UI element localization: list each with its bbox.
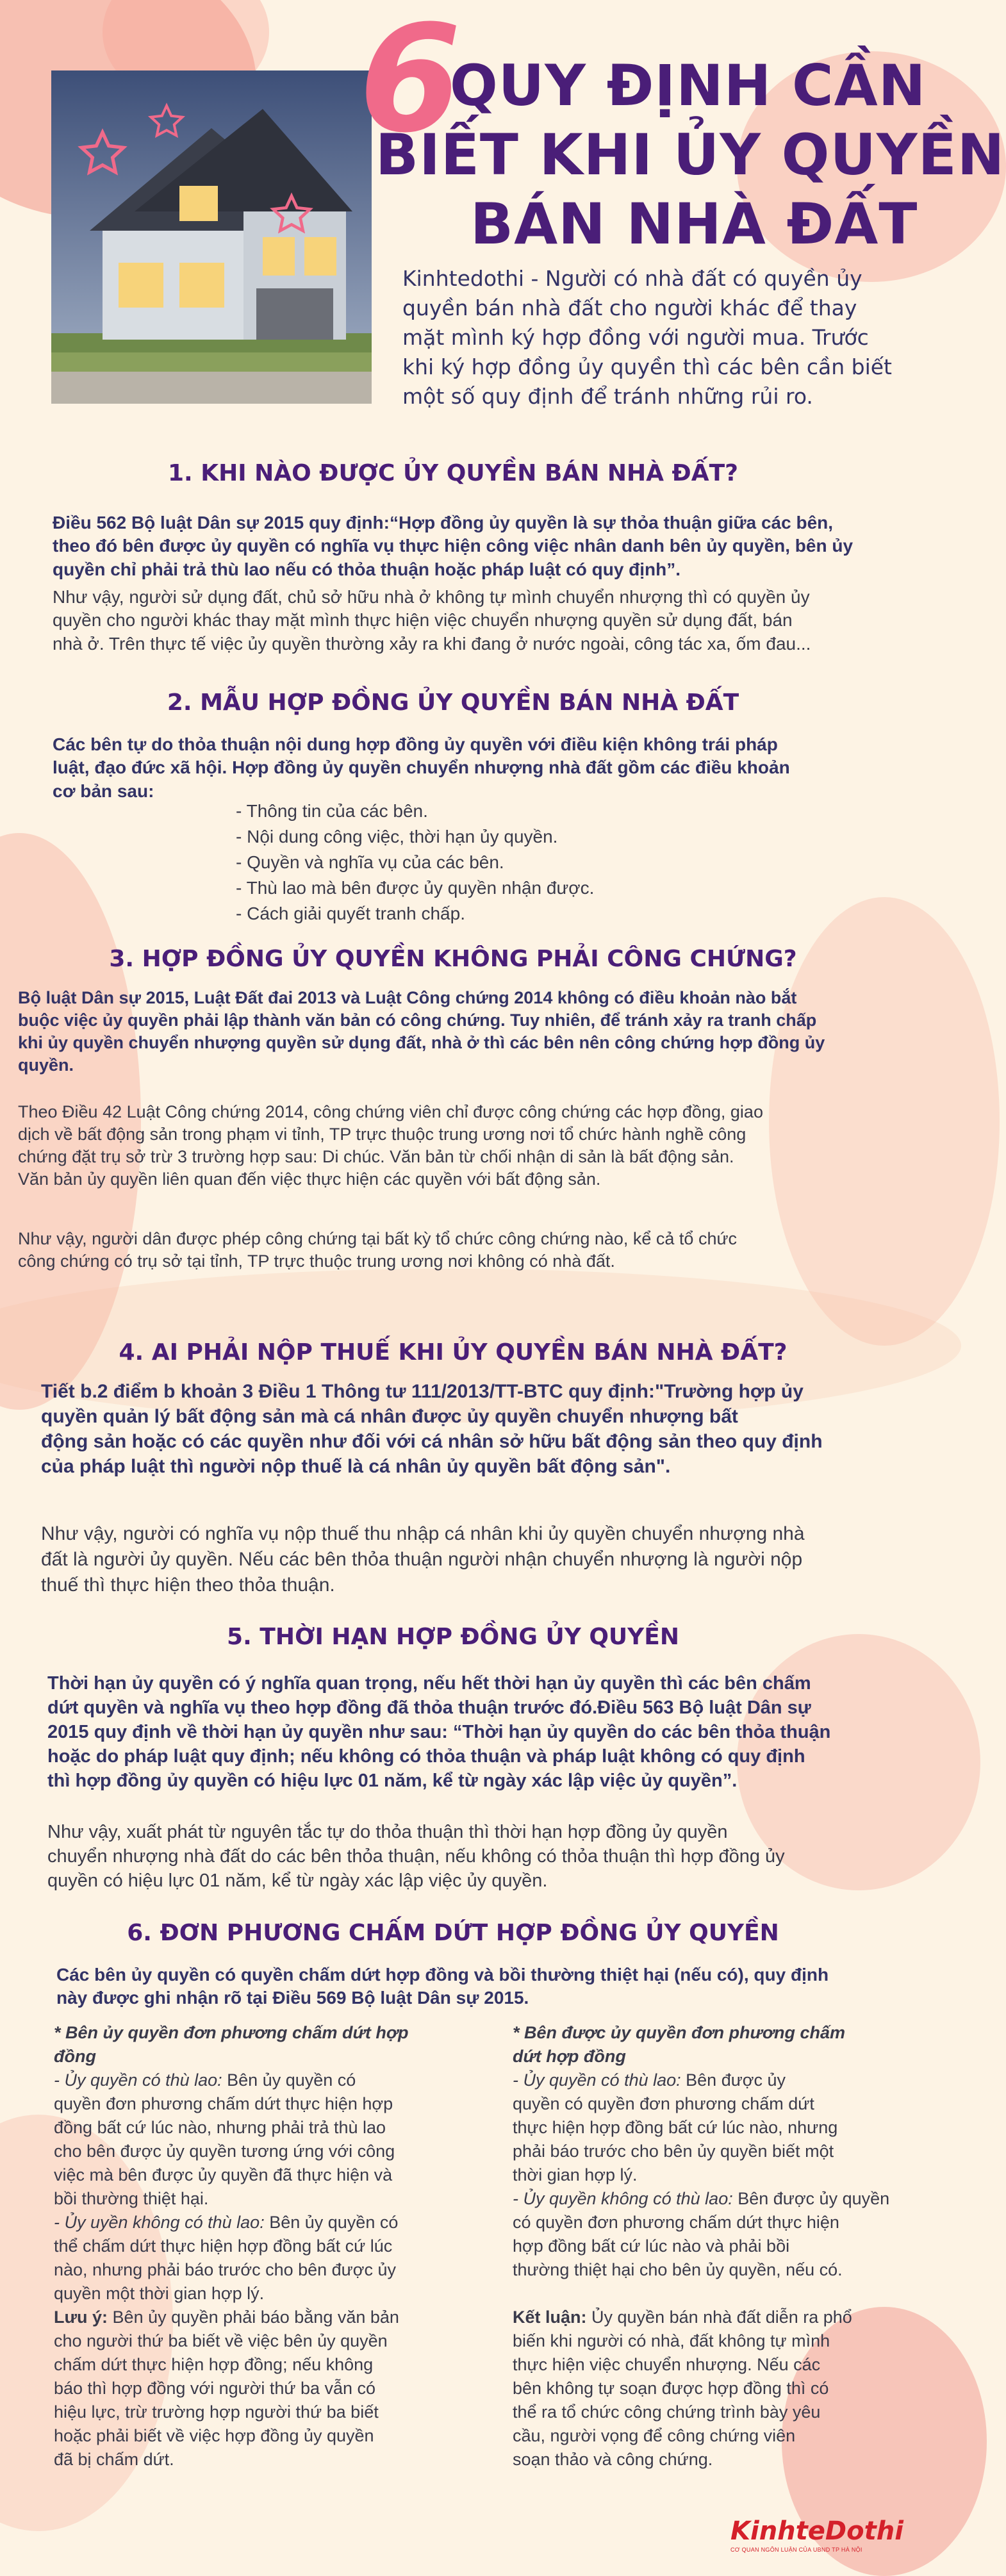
section-4-body-text: Như vậy, người có nghĩa vụ nộp thuế thu nhập cá nhân khi ủy quyền chuyển nhượng nhà đất là người ủy quyền. Nếu các bên thỏa thuận người nhận chuyển nhượng là người nộp thuế thì thực hiện theo thỏa thuận.: [41, 1523, 805, 1596]
lede-paragraph: Kinhtedothi - Người có nhà đất có quyền ủy quyền bán nhà đất cho người khác để thay mặt mình ký hợp đồng với người mua. Trước khi ký hợp đồng ủy quyền thì các bên cần biết một số quy định để tránh những rủi ro.: [402, 266, 892, 409]
right-column-conclusion-text: Kết luận: Ủy quyền bán nhà đất diễn ra phổ biến khi người có nhà, đất không tự mình thực hiện việc chuyển nhượng. Nếu các bên không tự soạn được hợp đồng thì có thể ra tổ chức công chứng trình bày yêu cầu, người vọng để công chứng viên soạn thảo và công chứng.: [513, 2308, 852, 2469]
section-6-title: 6. ĐƠN PHƯƠNG CHẤM DỨT HỢP ĐỒNG ỦY QUYỀN: [127, 1920, 779, 1946]
house-illustration: [51, 70, 372, 404]
left-column-unpaid-text: - Ủy uyền không có thù lao: Bên ủy quyền có thể chấm dứt thực hiện hợp đồng bất cứ lúc nào, nhưng phải báo trước cho bên được ủy quyền một thời gian hợp lý.: [54, 2213, 399, 2303]
section-3-body-text: Theo Điều 42 Luật Công chứng 2014, công chứng viên chỉ được công chứng các hợp đồng, giao dịch về bất động sản trong phạm vi tỉnh, TP trực thuộc trung ương nơi tổ chức hành nghề công chứng đặt trụ sở trừ 3 trường hợp sau: Di chúc. Văn bản từ chối nhận di sản là bất động sản. Văn bản ủy quyền liên quan đến việc thực hiện các quyền với bất động sản.: [18, 1102, 763, 1189]
section-5-title: 5. THỜI HẠN HỢP ĐỒNG ỦY QUYỀN: [227, 1624, 679, 1650]
list-item: - Quyền và nghĩa vụ của các bên.: [236, 852, 504, 872]
title-line-3: BÁN NHÀ ĐẤT: [470, 191, 918, 257]
section-3-title: 3. HỢP ĐỒNG ỦY QUYỀN KHÔNG PHẢI CÔNG CHỨNG?: [109, 946, 797, 972]
star-icon: [269, 192, 314, 237]
star-icon: [147, 103, 186, 141]
section-2-title: 2. MẪU HỢP ĐỒNG ỦY QUYỀN BÁN NHÀ ĐẤT: [167, 689, 739, 716]
left-column-heading: * Bên ủy quyền đơn phương chấm dứt hợp đồng: [54, 2023, 409, 2066]
list-item: - Thông tin của các bên.: [236, 801, 428, 821]
section-3-conclusion-text: Như vậy, người dân được phép công chứng tại bất kỳ tổ chức công chứng nào, kể cả tổ chức công chứng có trụ sở tại tỉnh, TP trực thuộc trung ương nơi không có nhà đất.: [18, 1229, 738, 1271]
star-icon: [77, 128, 128, 179]
title-line-2: BIẾT KHI ỦY QUYỀN: [375, 122, 1005, 188]
section-6-bold-text: Các bên ủy quyền có quyền chấm dứt hợp đồng và bồi thường thiệt hại (nếu có), quy định này được ghi nhận rõ tại Điều 569 Bộ luật Dân sự 2015.: [56, 1965, 829, 2008]
section-2-list: [236, 798, 594, 927]
section-1-body-text: Như vậy, người sử dụng đất, chủ sở hữu nhà ở không tự mình chuyển nhượng thì có quyền ủy quyền cho người khác thay mặt mình thực hiện việc chuyển nhượng quyền sử dụng đất, bán nhà ở. Trên thực tế việc ủy quyền thường xảy ra khi đang ở nước ngoài, công tác xa, ốm đau...: [53, 587, 811, 654]
section-3-bold-text: Bộ luật Dân sự 2015, Luật Đất đai 2013 và Luật Công chứng 2014 không có điều khoản nào bắt buộc việc ủy quyền phải lập thành văn bản có công chứng. Tuy nhiên, để tránh xảy ra tranh chấp khi ủy quyền chuyển nhượng quyền sử dụng đất, nhà ở thì các bên nên công chứng hợp đồng ủy quyền.: [18, 988, 825, 1075]
section-6-left-column: [54, 2021, 464, 2472]
right-column-unpaid-text: - Ủy quyền không có thù lao: Bên được ủy quyền có quyền đơn phương chấm dứt thực hiện hợp đồng bất cứ lúc nào và phải bồi thường thiệt hại cho bên ủy quyền, nếu có.: [513, 2189, 890, 2279]
right-column-heading: * Bên được ủy quyền đơn phương chấm dứt hợp đồng: [513, 2023, 845, 2066]
section-4-bold-text: Tiết b.2 điểm b khoản 3 Điều 1 Thông tư 111/2013/TT-BTC quy định:"Trường hợp ủy quyền quản lý bất động sản mà cá nhân được ủy quyền chuyển nhượng bất động sản hoặc có các quyền như đối với cá nhân sở hữu bất động sản theo quy định của pháp luật thì người nộp thuế là cá nhân ủy quyền bất động sản".: [41, 1381, 823, 1477]
list-item: - Cách giải quyết tranh chấp.: [236, 904, 465, 923]
list-item: - Thù lao mà bên được ủy quyền nhận được.: [236, 878, 595, 898]
title-number: 6: [359, 0, 462, 165]
section-1-title: 1. KHI NÀO ĐƯỢC ỦY QUYỀN BÁN NHÀ ĐẤT?: [167, 460, 739, 486]
logo-wordmark: KinhteDothi: [730, 2516, 903, 2546]
section-4-title: 4. AI PHẢI NỘP THUẾ KHI ỦY QUYỀN BÁN NHÀ ĐẤT?: [119, 1339, 787, 1366]
section-1-bold-text: Điều 562 Bộ luật Dân sự 2015 quy định:“Hợp đồng ủy quyền là sự thỏa thuận giữa các bên, theo đó bên được ủy quyền có nghĩa vụ thực hiện công việc nhân danh bên ủy quyền, bên ủy quyền chỉ phải trả thù lao nếu có thỏa thuận hoặc pháp luật có quy định”.: [53, 513, 853, 579]
section-6-right-column: [513, 2021, 897, 2472]
left-column-note-text: Lưu ý: Bên ủy quyền phải báo bằng văn bản cho người thứ ba biết về việc bên ủy quyền chấm dứt thực hiện hợp đồng; nếu không báo thì hợp đồng với người thứ ba vẫn có hiệu lực, trừ trường hợp người thứ ba biết hoặc phải biết về việc hợp đồng ủy quyền đã bị chấm dứt.: [54, 2308, 399, 2469]
logo-tagline: CƠ QUAN NGÔN LUẬN CỦA UBND TP HÀ NỘI: [730, 2547, 862, 2553]
left-column-paid-text: - Ủy quyền có thù lao: Bên ủy quyền có quyền đơn phương chấm dứt thực hiện hợp đồng bất cứ lúc nào, nhưng phải trả thù lao cho bên được ủy quyền tương ứng với công việc mà bên được ủy quyền đã thực hiện và bồi thường thiệt hại.: [54, 2070, 395, 2208]
section-2-bold-text: Các bên tự do thỏa thuận nội dung hợp đồng ủy quyền với điều kiện không trái pháp luật, đạo đức xã hội. Hợp đồng ủy quyền chuyển nhượng nhà đất gồm các điều khoản cơ bản sau:: [53, 734, 790, 801]
section-5-bold-text: Thời hạn ủy quyền có ý nghĩa quan trọng, nếu hết thời hạn ủy quyền thì các bên chấm dứt quyền và nghĩa vụ theo hợp đồng đã thỏa thuận trước đó.Điều 563 Bộ luật Dân sự 2015 quy định về thời hạn ủy quyền như sau: “Thời hạn ủy quyền do các bên thỏa thuận hoặc do pháp luật quy định; nếu không có thỏa thuận và pháp luật không có quy định thì hợp đồng ủy quyền có hiệu lực 01 năm, kể từ ngày xác lập việc ủy quyền”.: [47, 1673, 831, 1791]
right-column-paid-text: - Ủy quyền có thù lao: Bên được ủy quyền có quyền đơn phương chấm dứt thực hiện hợp đồng bất cứ lúc nào, nhưng phải báo trước cho bên ủy quyền biết một thời gian hợp lý.: [513, 2070, 838, 2184]
kinhtedothi-logo: [730, 2518, 903, 2553]
section-5-body-text: Như vậy, xuất phát từ nguyên tắc tự do thỏa thuận thì thời hạn hợp đồng ủy quyền chuyển nhượng nhà đất do các bên thỏa thuận, nếu không có thỏa thuận thì hợp đồng ủy quyền có hiệu lực 01 năm, kể từ ngày xác lập việc ủy quyền.: [47, 1822, 785, 1891]
title-line-1: QUY ĐỊNH CẦN: [450, 53, 927, 119]
list-item: - Nội dung công việc, thời hạn ủy quyền.: [236, 827, 558, 846]
